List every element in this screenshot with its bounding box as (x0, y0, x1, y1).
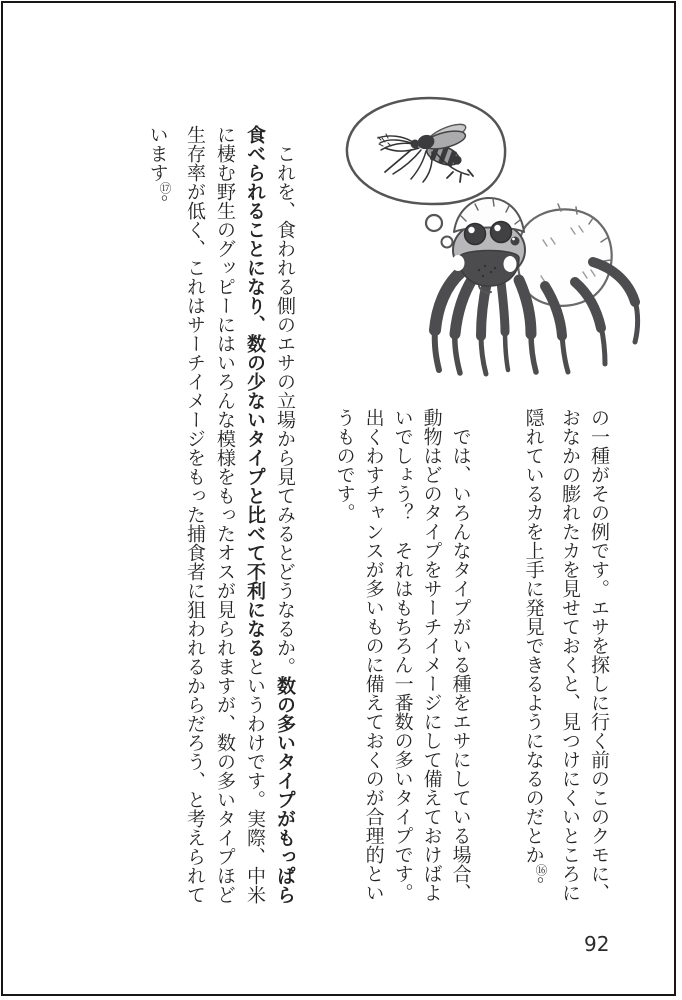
text-block-right (330, 408, 613, 904)
page-number: 92 (584, 932, 610, 956)
footnote-marker: ⑯ (534, 864, 548, 876)
paragraph-prey-perspective: これを、食われる側のエサの立場から見てみるとどうなるか。数の多いタイプがもっぱら食べられることになり、数の少ないタイプと比べて不利になるというわけです。実際、中米に棲む野生のグッピーにはいろんな模様をもったオスが見られますが、数の多いタイプほど生存率が低く、これはサーチイメージをもった捕食者に狙われるからだろう、と考えられています⑰。 (146, 125, 296, 904)
paragraph-which-type-question: では、いろんなタイプがいる種をエサにしている場合、動物はどのタイプをサーチイメージにして備えておけばよいでしょう？ それはもちろん一番数の多いタイプです。出くわすチャンスが多いものに備えておくのが合理的というものです。 (333, 408, 472, 902)
text-block-left (143, 125, 300, 907)
footnote-marker: ⑰ (158, 182, 172, 194)
spider-icon (435, 198, 638, 374)
paragraph-search-image-example: の一種がその例です。エサを探しに行く前のこのクモに、おなかの膨れたカを見せておくと、見つけにくいところに隠れているカを上手に発見できるようになるのだとか⑯。 (522, 408, 610, 902)
spider-mosquito-illustration (333, 80, 668, 385)
